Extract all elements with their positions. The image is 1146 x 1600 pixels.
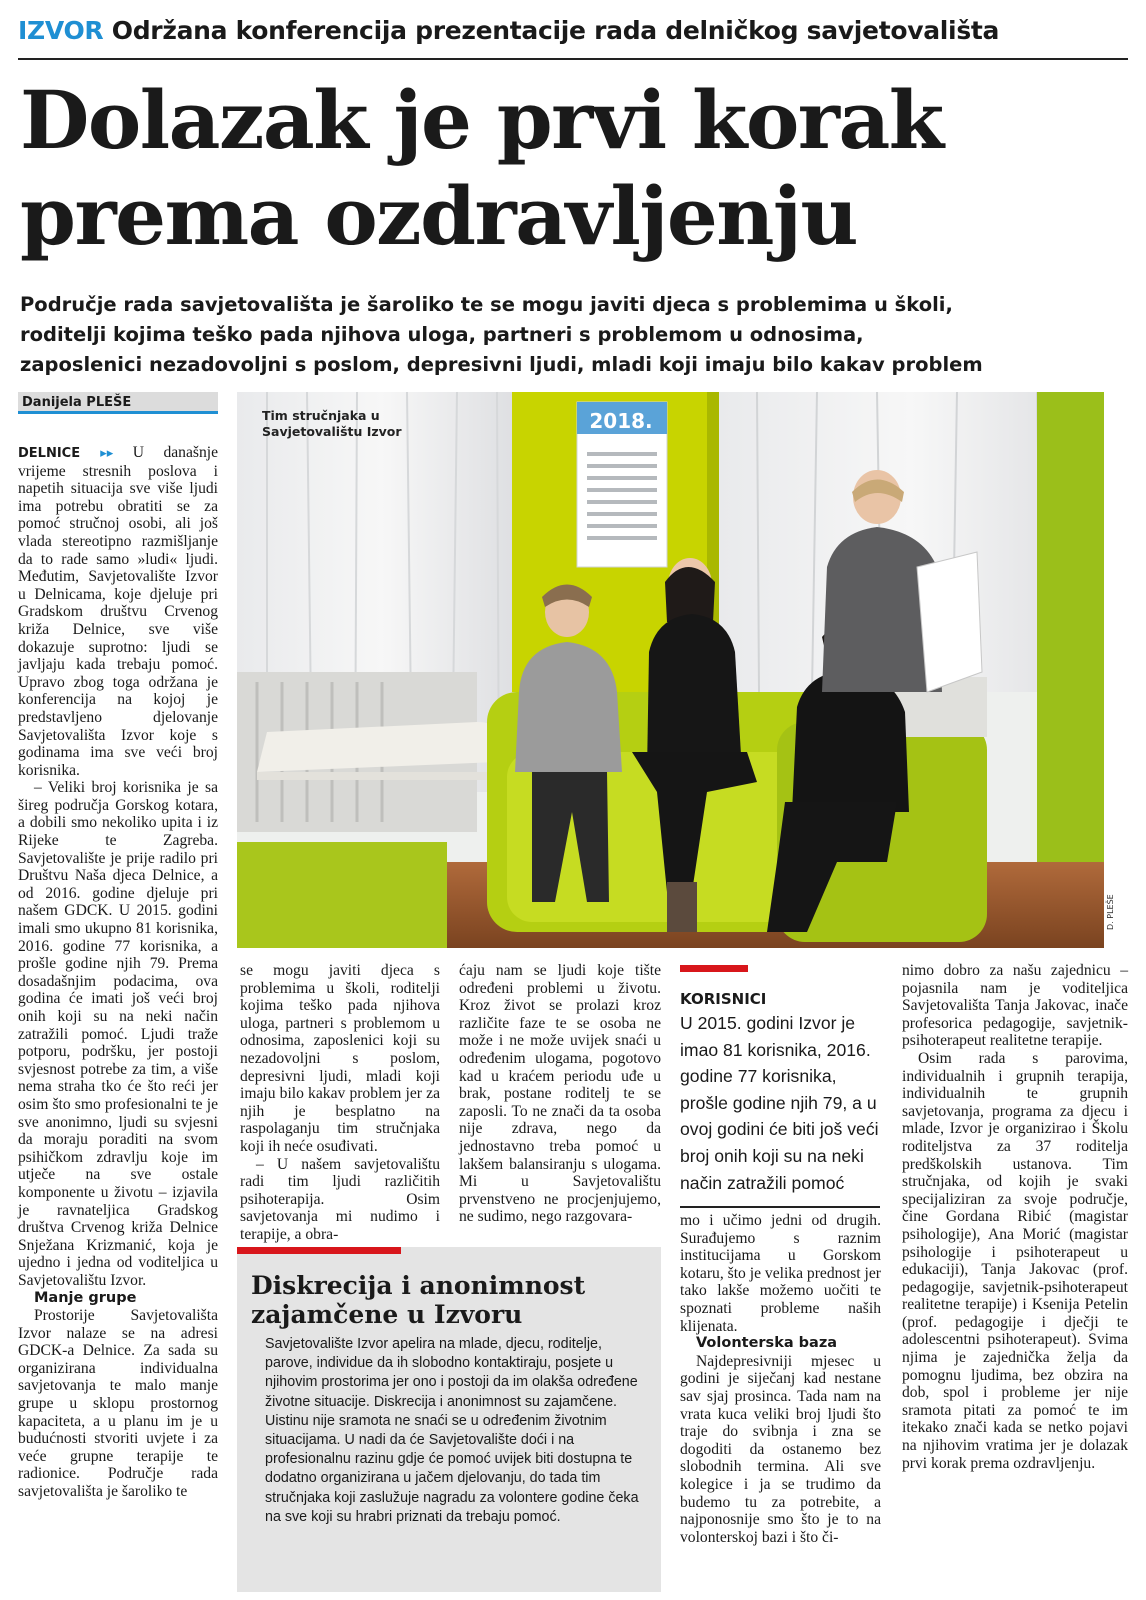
photo-caption [262,408,402,440]
col1-paragraph-1: U današnje vrijeme stresnih poslova i napetih situacija sve više ljudi ima potrebu obratiti se za pomoć stručnoj osobi, ali još vlada stereotipno razmišljanje da to rade samo »ludi« ljudi. Međutim, Savjetovalište Izvor u Delnicama, koje djeluje pri Gradskom društvu Crvenog križa Delnice, sve više dokazuje suprotno: ljudi se javljaju kada trebaju pomoć. Upravo zbog toga održana je konferencija na kojoj je predstavljeno djelovanje Savjetovališta Izvor koje s godinama ima sve veći broj korisnika. [18,444,218,779]
col3-paragraph-1: ćaju nam se ljudi koje tište određeni problemi u životu. Kroz život se prolazi kroz različite faze te se osoba ne može i ne može uvijek snaći u određenim ulogama, pogotovo kad u kraćem periodu uđe u brak, postane roditelj te se zaposli. To ne znači da ta osoba nije zdrava, nego da jednostavno treba pomoć u lakšem balansiranju s ulogama. Mi u Savjetovalištu prvenstveno ne procjenjujemo, ne sudimo, nego razgovara- [459,962,661,1226]
col4-paragraph-2: Najdepresivniji mjesec u godini je siječanj kad nestane sav sjaj prosinca. Tada nam na vrata kuca veliki broj ljudi što traje do svibnja i zna se dogoditi da ostanemo bez slobodnih termina. Ali sve kolegice i ja se trudimo da budemo tu za potrebite, a najponosnije smo što je to na volonterskoj bazi i što či- [680,1352,881,1546]
byline: Danijela PLEŠE [18,392,218,414]
deck-line-2: roditelji kojima teško pada njihova uloga, partneri s problemom u odnosima, [20,323,864,346]
col4-paragraph-1: mo i učimo jedni od drugih. Surađujemo s raznim institucijama u Gorskom kotaru, što je velika prednost jer tako lakše možemo uočiti te spoznati probleme naših klijenata. [680,1212,881,1335]
sidebar-title: Diskrecija i anonimnost zajamčene u Izvoru [251,1271,586,1329]
factbox-rule [680,1206,880,1208]
article-column-4 [680,1212,881,1546]
deck [20,290,1130,380]
section-label: IZVOR [18,16,104,45]
headline [20,72,1130,264]
sidebar-text: Savjetovalište Izvor apelira na mlade, djecu, roditelje, parove, individue da ih slobodno kontaktiraju, posjete u njihovim prostorima jer ono i postoji da im olakša određene životne situacije. Diskrecija i anonimnost su zajamčene. Uistinu nije sramota ne snaći se u određenim životnim situacijama. U nadi da će Savjetovalište doći i na profesionalnu razinu gdje će pomoć uvijek biti dostupna te dodatno organizirana u jačem djelovanju, do tada tim stručnjaka koji zaslužuje nagradu za volontere godine čeka na sve koji su hrabri priznati da trebaju pomoć. [265,1336,639,1525]
col1-paragraph-2: – Veliki broj korisnika je sa šireg područja Gorskog kotara, a dobili smo nekoliko upita i iz Rijeke te Zagreba. Savjetovalište je prije radilo pri Društvu Naša djeca Delnice, a od 2016. godine djeluje pri našem GDCK. U 2015. godini imali smo ukupno 81 korisnika, 2016. godine 77 korisnika, a prošle godine njih 79. Prema dosadašnjim podacima, ova godina će imati još veći broj onih koji su na neki način zatražili pomoć. Ljudi traže potporu, podršku, jer postoji svjesnost potrebe za tim, a više nema straha tko će što reći jer osim što smo profesionalni te je sve anonimno, ljudi su svjesni da moraju poraditi na svom psihičkom zdravlju koje im utječe na sve ostale komponente u životu – izjavila je ravnateljica Gradskog društva Crvenog križa Delnice Snježana Krizmanić, koja je ujedno i jedna od voditeljica u Savjetovalištu Izvor. [18,779,218,1289]
col2-paragraph-2: – U našem savjetovalištu radi tim ljudi različitih psihoterapija. Osim savjetovanja mi nudimo i terapije, a obra- [240,1155,440,1243]
col2-paragraph-1: se mogu javiti djeca s problemima u školi, roditelji kojima teško pada njihova uloga, partneri s problemom u odnosima, zaposlenici koji su nezadovoljni s poslom, depresivni ljudi, mladi koji imaju bilo kakav problem jer za njih je besplatno na raspolaganju tim stručnjaka koji ih neće osuđivati. [240,962,440,1155]
col5-paragraph-1: nimo dobro za našu zajednicu – pojasnila nam je voditeljica Savjetovališta Tanja Jakovac, inače profesorica pedagogije, savjetnik-psihoterapeut realitetne terapije. [902,962,1128,1050]
kicker-text: Održana konferencija prezentacije rada delničkog savjetovališta [111,16,1000,45]
headline-line-1: Dolazak je prvi korak [20,73,943,167]
factbox-text: U 2015. godini Izvor je imao 81 korisnika, 2016. godine 77 korisnika, prošle godine njih 79, a u ovoj godini će biti još veći broj onih koji su na neki način zatražili pomoć [680,1013,879,1193]
article-column-5 [902,962,1128,1472]
article-column-2 [240,962,440,1244]
calendar-year: 2018. [589,409,653,433]
kicker [18,16,999,45]
col1-paragraph-3: Prostorije Savjetovališta Izvor nalaze se na adresi GDCK-a Delnice. Za sada su organizirana individualna savjetovanja te malo manje grupe u sklopu prostornog kapaciteta, a u planu im je u budućnosti stvoriti uvjete i za veće grupne terapije te radionice. Područje rada savjetovališta je šaroliko te [18,1307,218,1501]
photo-caption-line-2: Savjetovalištu Izvor [262,424,402,439]
deck-line-3: zaposlenici nezadovoljni s poslom, depresivni ljudi, mladi koji imaju bilo kakav problem [20,353,983,376]
sidebar-box-diskrecija [237,1247,661,1592]
team-photo [237,392,1104,948]
subhead-manje-grupe: Manje grupe [34,1289,137,1306]
factbox-accent-bar [680,965,748,972]
article-column-1 [18,444,218,1501]
article-column-3 [459,962,661,1226]
photo-credit: D. PLEŠE [1106,894,1115,930]
deck-line-1: Područje rada savjetovališta je šaroliko te se mogu javiti djeca s problemima u školi, [20,293,953,316]
sidebar-accent-bar [237,1247,401,1254]
factbox-title: KORISNICI [680,990,767,1008]
col5-paragraph-2: Osim rada s parovima, individualnih i grupnih terapija, individualnih te grupnih savjetovanja, programa za djecu i mlade, Izvor je organizirao i Školu roditeljstva za 37 roditelja predškolskih ustanova. Tim stručnjaka, od kojih je svaki specijaliziran za svoje područje, čine Gordana Ribić (magistar psihologije), Ana Morić (magistar psihologije i psihoterapeut u edukaciji), Tanja Jakovac (prof. pedagogije, savjetnik-psihoterapeut realitetne terapije) i Ksenija Petelin (prof. pedagogije i dječji te adolescentni psihoterapeut). Svima njima je zajednička želja da pomognu ljudima, bez obzira na dob, spol i probleme jer nije sramota pitati za pomoć te im itekako znači kada se netko pojavi na njihovim vratima jer je dolazak prvi korak prema ozdravljenju. [902,1049,1128,1472]
photo-caption-line-1: Tim stručnjaka u [262,408,380,423]
dateline: DELNICE ▸▸ [18,446,114,461]
headline-line-2: prema ozdravljenju [20,169,858,263]
top-rule [18,58,1128,60]
subhead-volonterska-baza: Volonterska baza [696,1335,838,1352]
factbox-korisnici [680,965,880,1208]
